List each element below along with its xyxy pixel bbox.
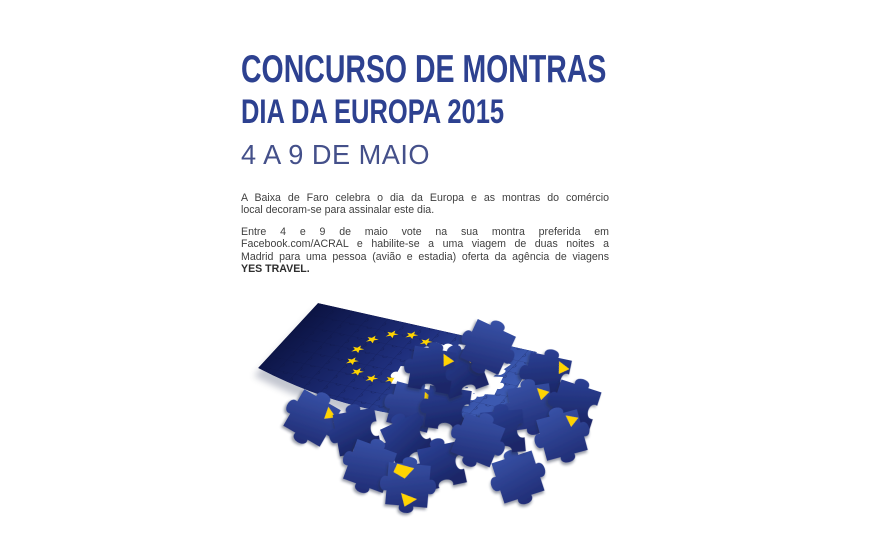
- poster-date-range: 4 A 9 DE MAIO: [241, 139, 430, 170]
- contest-line-3: Madrid para uma pessoa (avião e estadia) oferta da agência de viagens: [241, 250, 609, 263]
- intro-line-1: A Baixa de Faro celebra o dia da Europa e as montras do comércio: [241, 192, 609, 204]
- contest-paragraph: [241, 226, 609, 275]
- intro-line-2: local decoram-se para assinalar este dia.: [241, 204, 435, 217]
- contest-line-1: Entre 4 e 9 de maio vote na sua montra preferida em: [241, 226, 609, 238]
- agency-name: YES TRAVEL.: [241, 263, 310, 276]
- poster-title: CONCURSO DE MONTRAS: [241, 48, 607, 91]
- eu-flag-puzzle-illustration: [240, 296, 670, 544]
- poster-subtitle: DIA DA EUROPA 2015: [241, 93, 505, 131]
- contest-line-2: Facebook.com/ACRAL e habilite-se a uma viagem de duas noites a: [241, 238, 609, 251]
- intro-paragraph: [241, 192, 609, 217]
